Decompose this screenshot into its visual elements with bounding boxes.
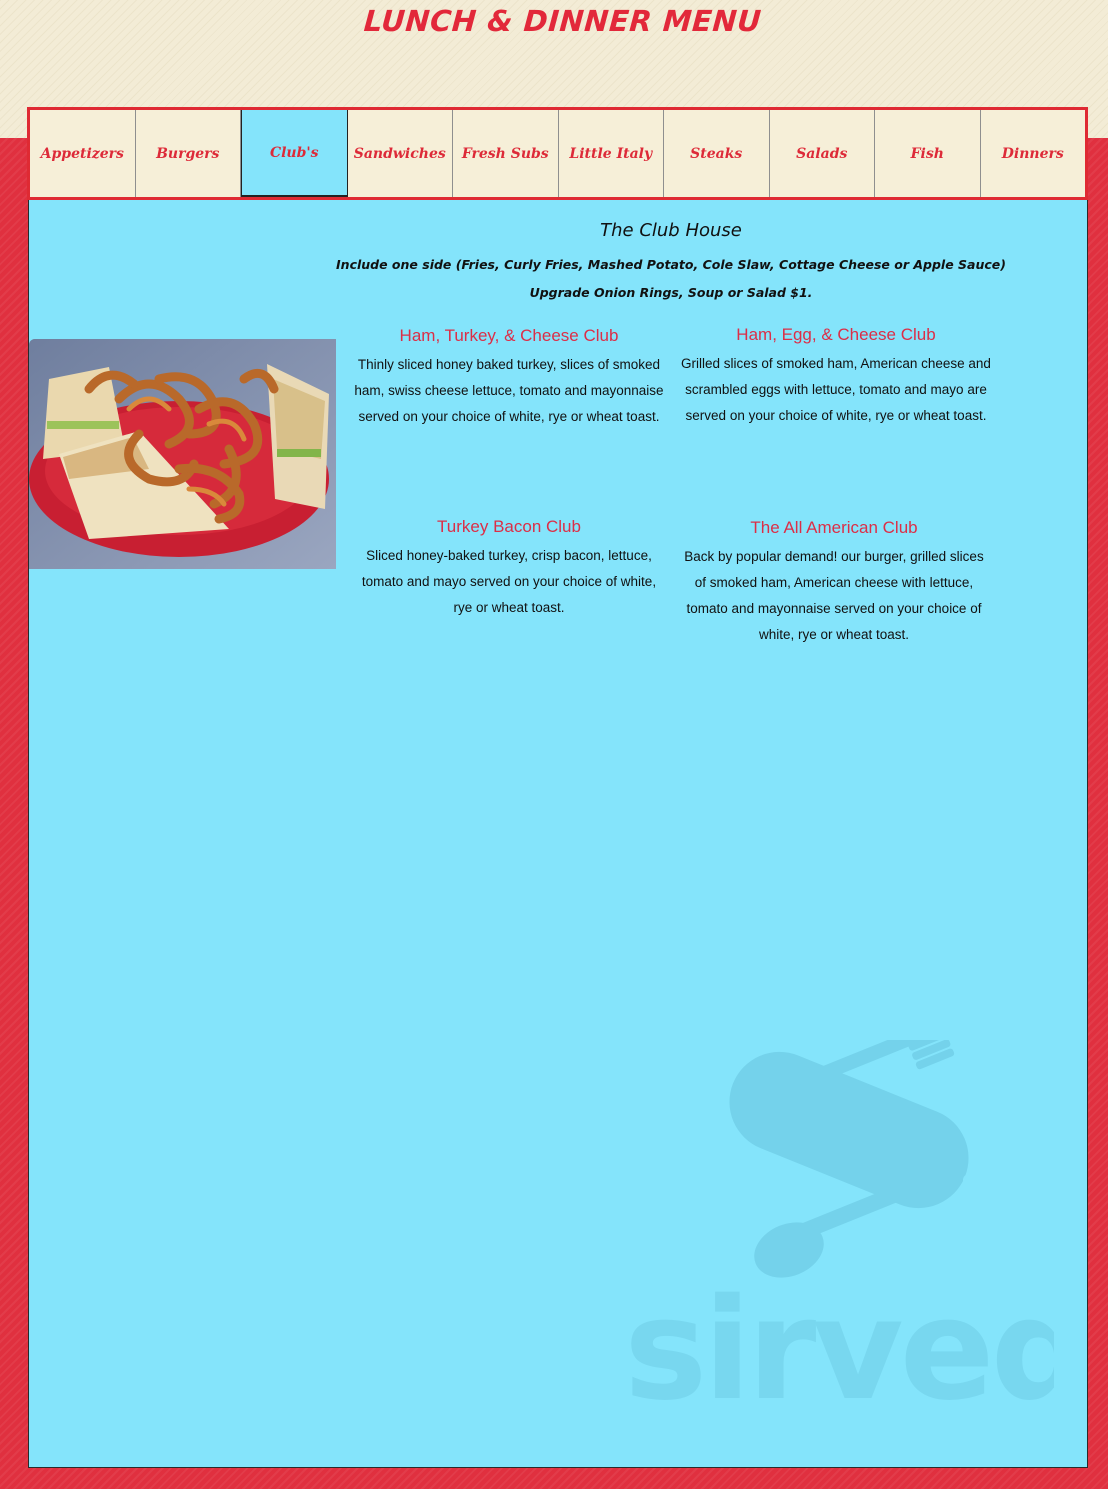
item-description: Sliced honey-baked turkey, crisp bacon, lettuce, tomato and mayo served on your choice of white, rye or wheat toast. bbox=[361, 548, 657, 615]
tab-label: Club's bbox=[269, 144, 319, 161]
sirved-watermark bbox=[624, 1040, 1054, 1410]
pocket-knife-fork-spoon-icon bbox=[624, 1040, 1054, 1410]
upgrade-note: Upgrade Onion Rings, Soup or Salad $1. bbox=[529, 285, 813, 300]
tab-label: Dinners bbox=[1001, 145, 1064, 162]
tab-fish[interactable] bbox=[875, 110, 981, 197]
tab-little-italy[interactable] bbox=[559, 110, 665, 197]
section-title: The Club House bbox=[600, 220, 742, 241]
tab-label: Fish bbox=[910, 145, 944, 162]
item-name: Ham, Turkey, & Cheese Club bbox=[399, 326, 619, 345]
item-description: Grilled slices of smoked ham, American cheese and scrambled eggs with lettuce, tomato and mayo are served on your choice of white, rye or wheat toast. bbox=[681, 356, 991, 423]
club-sandwich-photo bbox=[29, 339, 336, 569]
side-note: Include one side (Fries, Curly Fries, Mashed Potato, Cole Slaw, Cottage Cheese or Apple Sauce) bbox=[336, 257, 1006, 272]
tab-label: Sandwiches bbox=[353, 145, 446, 162]
tab-label: Salads bbox=[796, 145, 848, 162]
tab-steaks[interactable] bbox=[664, 110, 770, 197]
tab-burgers[interactable] bbox=[136, 110, 242, 197]
item-description: Thinly sliced honey baked turkey, slices of smoked ham, swiss cheese lettuce, tomato and mayonnaise served on your choice of white, rye or wheat toast. bbox=[354, 357, 664, 424]
tab-label: Little Italy bbox=[569, 145, 653, 162]
tab-salads[interactable] bbox=[770, 110, 876, 197]
item-name: Turkey Bacon Club bbox=[437, 517, 581, 536]
tab-dinners[interactable] bbox=[981, 110, 1086, 197]
tab-fresh-subs[interactable] bbox=[453, 110, 559, 197]
tab-clubs[interactable] bbox=[241, 110, 348, 197]
tab-appetizers[interactable] bbox=[30, 110, 136, 197]
item-name: The All American Club bbox=[750, 518, 918, 537]
menu-content-panel bbox=[28, 200, 1088, 1468]
tab-label: Fresh Subs bbox=[461, 145, 549, 162]
menu-item bbox=[354, 517, 664, 621]
tab-label: Burgers bbox=[156, 145, 220, 162]
page-title: LUNCH & DINNER MENU bbox=[362, 4, 763, 38]
watermark-text: sirved bbox=[624, 1269, 1054, 1410]
tab-sandwiches[interactable] bbox=[348, 110, 454, 197]
menu-tab-bar bbox=[27, 107, 1088, 200]
item-description: Back by popular demand! our burger, grilled slices of smoked ham, American cheese with lettuce, tomato and mayonnaise served on your choice of white, rye or wheat toast. bbox=[684, 549, 984, 642]
tab-label: Steaks bbox=[690, 145, 743, 162]
menu-item bbox=[679, 518, 989, 648]
menu-item bbox=[681, 325, 991, 429]
tab-label: Appetizers bbox=[40, 145, 124, 162]
item-name: Ham, Egg, & Cheese Club bbox=[736, 325, 936, 344]
menu-item bbox=[354, 326, 664, 430]
